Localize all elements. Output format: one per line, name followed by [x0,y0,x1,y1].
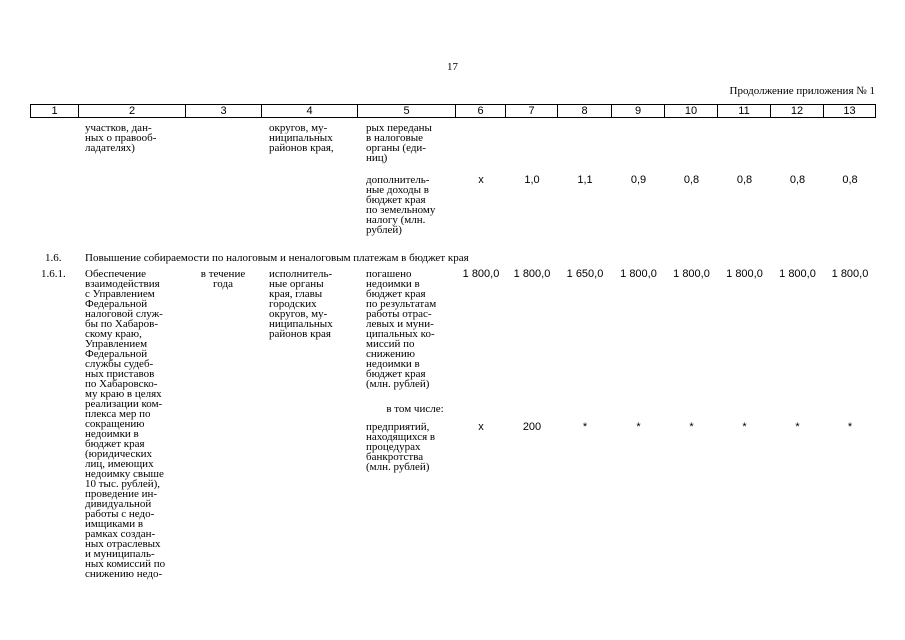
value-cell: 1 800,0 [462,268,500,280]
value-cell: 1 800,0 [620,268,657,280]
cont-executors: округов, му- ниципальных районов края, [269,122,334,154]
column-header-cell: 12 [771,105,824,118]
appendix-label: Продолжение приложения № 1 [729,85,875,97]
value-cell: 1 650,0 [566,268,604,280]
indicator-2: предприятий, находящихся в процедурах банкротства (млн. рублей) [366,421,436,473]
item-number: 1.6.1. [41,268,66,280]
cont-indicator-b: дополнитель- ные доходы в бюджет края по земельному налогу (млн. рублей) [366,174,436,236]
value-cell: * [847,421,853,433]
item-term: в течение года [200,268,246,290]
value-cell: * [742,421,747,433]
value-cell: * [795,421,800,433]
value-cell: 0,8 [683,174,700,186]
cont-indicator-a: рых переданы в налоговые органы (еди- ниц) [366,122,432,164]
value-cell: 0,8 [736,174,753,186]
column-header-cell: 4 [262,105,358,118]
column-header-cell: 8 [558,105,612,118]
value-cell: * [689,421,694,433]
value-cell: 0,8 [842,174,858,186]
column-header-cell: 7 [506,105,558,118]
value-cell: 0,9 [630,174,647,186]
page-number: 17 [447,61,458,73]
cont-description: участков, дан- ных о правооб- ладателях) [85,122,157,154]
column-header-row [31,105,876,118]
value-cell: 1 800,0 [831,268,869,280]
column-header-cell: 9 [612,105,665,118]
column-header-cell: 10 [665,105,718,118]
item-executors: исполнитель- ные органы края, главы городских округов, му- ниципальных районов края [269,268,333,340]
column-header-cell: 13 [824,105,876,118]
section-number: 1.6. [45,252,62,264]
value-cell: 200 [522,421,542,433]
value-cell: 0,8 [789,174,806,186]
indicator-1: погашено недоимки в бюджет края по результатам работы отрас- левых и муни- ципальных ко- миссий по снижению недоимки в бюджет края (млн. рублей) [366,268,437,390]
value-cell: x [478,174,484,186]
value-cell: 1,0 [524,174,540,186]
column-header-cell: 1 [31,105,79,118]
value-cell: 1 800,0 [726,268,763,280]
column-header-cell: 2 [79,105,186,118]
column-header-table [30,104,876,118]
column-header-cell: 11 [718,105,771,118]
column-header-cell: 5 [358,105,456,118]
value-cell: 1,1 [577,174,593,186]
value-cell: 1 800,0 [513,268,551,280]
column-header-cell: 3 [186,105,262,118]
value-cell: * [636,421,641,433]
value-cell: * [582,421,588,433]
value-cell: 1 800,0 [673,268,710,280]
value-cell: 1 800,0 [779,268,816,280]
item-description: Обеспечение взаимодействия с Управлением Федеральной налоговой служ- бы по Хабаров- скому краю, Управлением Федеральной службы судеб- ных приставов по Хабаровско- му краю в целях реализации ком- плекса мер по сокращению недоимки в бюджет края (юридических лиц, имеющих недоимку свыше 10 тыс. рублей), проведение ин- дивидуальной работы с недо- имщиками в рамках создан- ных отраслевых и муниципаль- ных комиссий по снижению недо- [85,268,166,580]
including-label: в том числе: [386,403,444,415]
value-cell: x [478,421,484,433]
column-header-cell: 6 [456,105,506,118]
section-title: Повышение собираемости по налоговым и неналоговым платежам в бюджет края [85,252,469,264]
